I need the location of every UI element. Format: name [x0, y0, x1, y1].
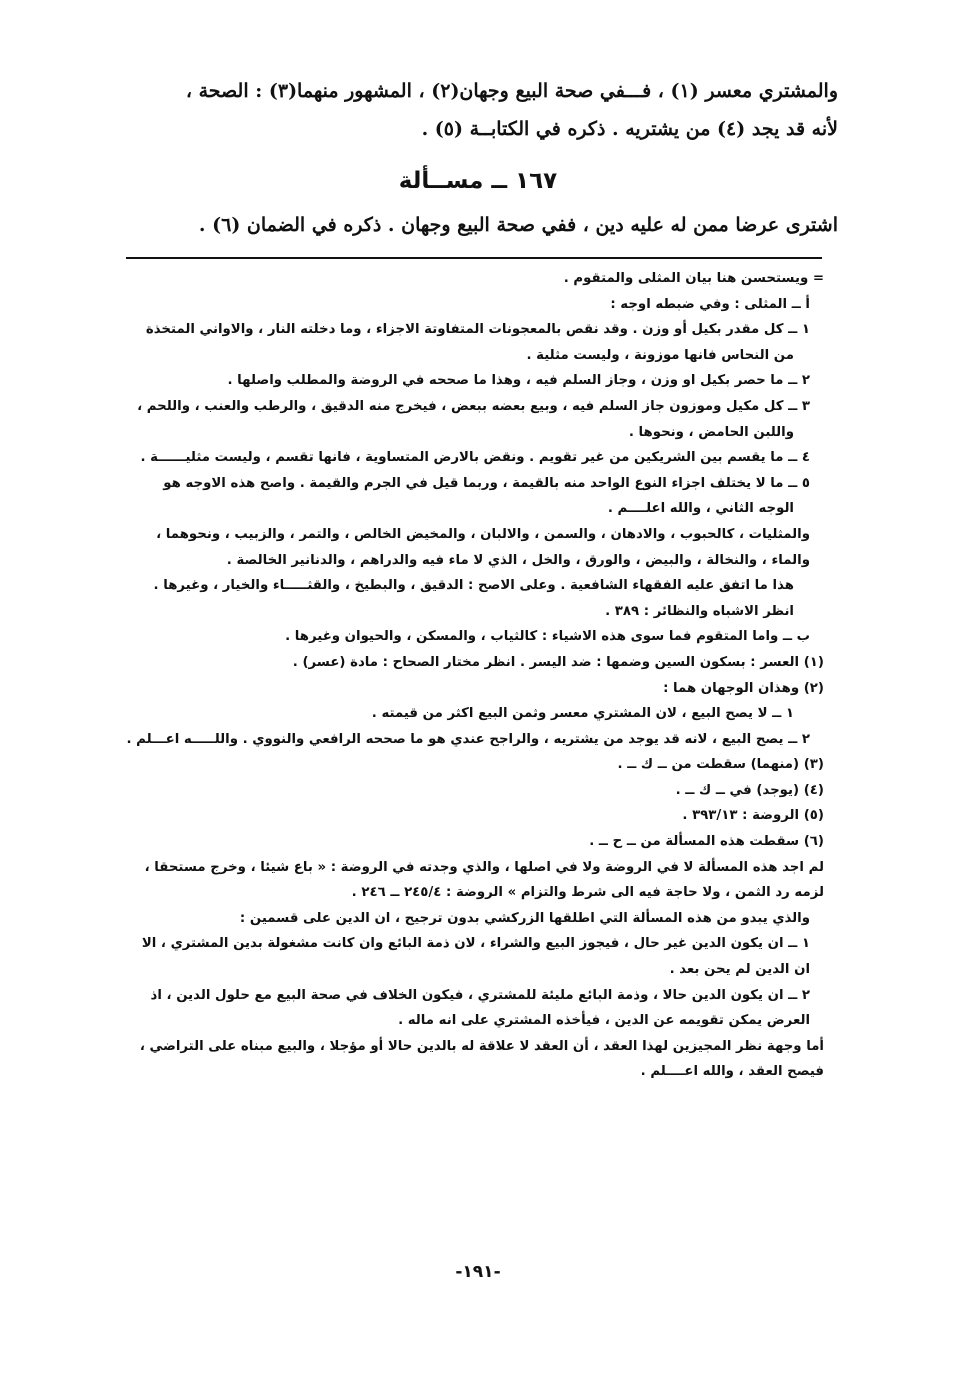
- footnote-line: ٢ ــ ان يكون الدين حالا ، وذمة البائع مليئة للمشتري ، فيكون الخلاف في صحة البيع مع حلول الدين ، اذ العرض يمكن تقويمه عن الدين ، فيأخذه المشتري على انه ماله .: [150, 987, 810, 1029]
- footnote-line: (٥) الروضة : ٣٩٣/١٣ .: [682, 808, 824, 824]
- footnote-line: أ ــ المثلى : وفي ضبطه اوجه :: [610, 296, 810, 312]
- main-text-line: والمشتري معسر (١) ، فـــفي صحة البيع وجهان(٢) ، المشهور منهما(٣) : الصحة ،: [185, 80, 838, 102]
- main-text: [120, 72, 838, 148]
- footnote-line: لم اجد هذه المسألة لا في الروضة ولا في اصلها ، والذي وجدته في الروضة : « باع شيئا ، وخرج مستحقا ، لزمه رد الثمن ، ولا حاجة فيه الى شرط والتزام » الروضة : ٢٤٥/٤ ــ ٢٤٦ .: [144, 859, 824, 901]
- footnotes: [126, 266, 824, 1085]
- footnote-line: ١ ــ ان يكون الدين غير حال ، فيجوز البيع والشراء ، لان ذمة البائع وان كانت مشغولة بدين المشتري ، الا ان الدين لم يحن بعد .: [141, 936, 810, 978]
- footnote-line: ٣ ــ كل مكيل وموزون جاز السلم فيه ، وبيع بعضه ببعض ، فيخرج منه الدقيق ، والرطب والعنب ، واللحم ، واللبن الحامض ، ونحوها .: [137, 398, 810, 440]
- main-text-line: لأنه قد يجد (٤) من يشتريه . ذكره في الكتابــة (٥) .: [421, 118, 838, 140]
- footnote-line: والذي يبدو من هذه المسألة التي اطلقها الزركشي بدون ترجيح ، ان الدين على قسمين :: [239, 910, 810, 926]
- footnote-line: ب ــ واما المتقوم فما سوى هذه الاشياء : كالثياب ، والمسكن ، والحيوان وغيرها .: [285, 629, 810, 645]
- footnote-line: ٤ ــ ما يقسم بين الشريكين من غير تقويم . ونقض بالارض المتساوية ، فانها تقسم ، وليست مثليــــــة .: [140, 450, 810, 466]
- footnote-line: (٢) وهذان الوجهان هما :: [663, 680, 824, 696]
- page-number: -١٩١-: [455, 1262, 501, 1282]
- footnote-line: والمثليات ، كالحبوب ، والادهان ، والسمن ، والالبان ، والمخيض الخالص ، والتمر ، والزبيب ، ونحوهما ، والماء ، والنخالة ، والبيض ، والورق ، والخل ، الذي لا ماء فيه والدراهم ، والدنانير الخالصة .: [156, 526, 810, 568]
- footnote-line: ٢ ــ ما حصر بكيل او وزن ، وجاز السلم فيه ، وهذا ما صححه في الروضة والمطلب واصلها .: [227, 373, 810, 389]
- footnote-line: = ويستحسن هنا بيان المثلى والمتقوم .: [563, 271, 824, 286]
- footnote-line: (٤) (يوجد) في ــ ك ــ .: [675, 782, 824, 798]
- footnote-line: أما وجهة نظر المجيزين لهذا العقد ، أن العقد لا علاقة له بالدين حالا أو مؤجلا ، والبيع مبناه على التراضي ، فيصح العقد ، والله اعــــلم .: [139, 1038, 824, 1080]
- footnote-line: ١ ــ كل مقدر بكيل أو وزن . وقد نقص بالمعجونات المتفاوتة الاجزاء ، وما دخلته النار ، والاواني المتخذة من النحاس فانها موزونة ، وليست مثلية .: [145, 322, 810, 363]
- issue-heading: ١٦٧ ــ مســألة: [398, 168, 558, 194]
- footnote-separator: [126, 257, 822, 259]
- footnote-line: (١) العسر : بسكون السين وضمها : ضد اليسر . انظر مختار الصحاح : مادة (عسر) .: [292, 654, 824, 670]
- footnote-line: (٣) (منهما) سقطت من ــ ك ــ .: [617, 757, 824, 773]
- footnote-line: ١ ــ لا يصح البيع ، لان المشتري معسر وثمن البيع اكثر من قيمته .: [371, 706, 794, 722]
- footnote-line: ٢ ــ يصح البيع ، لانه قد يوجد من يشتريه ، والراجح عندي هو ما صححه الرافعي والنووي . واللـــــه اعـــلم .: [126, 731, 810, 747]
- footnote-line: (٦) سقطت هذه المسألة من ــ ح ــ .: [589, 834, 824, 850]
- footnote-line: هذا ما اتفق عليه الفقهاء الشافعية . وعلى الاصح : الدقيق ، والبطيخ ، والقثـــــاء والخيار ، وغيرها . انظر الاشباه والنظائر : ٣٨٩ .: [153, 578, 794, 619]
- issue-text: اشترى عرضا ممن له عليه دين ، ففي صحة البيع وجهان . ذكره في الضمان (٦) .: [198, 214, 838, 236]
- footnote-line: ٥ ــ ما لا يختلف اجزاء النوع الواحد منه بالقيمة ، وربما قيل في الجرم والقيمة . واصح هذه الاوجه هو الوجه الثاني ، والله اعلــــم .: [163, 475, 810, 517]
